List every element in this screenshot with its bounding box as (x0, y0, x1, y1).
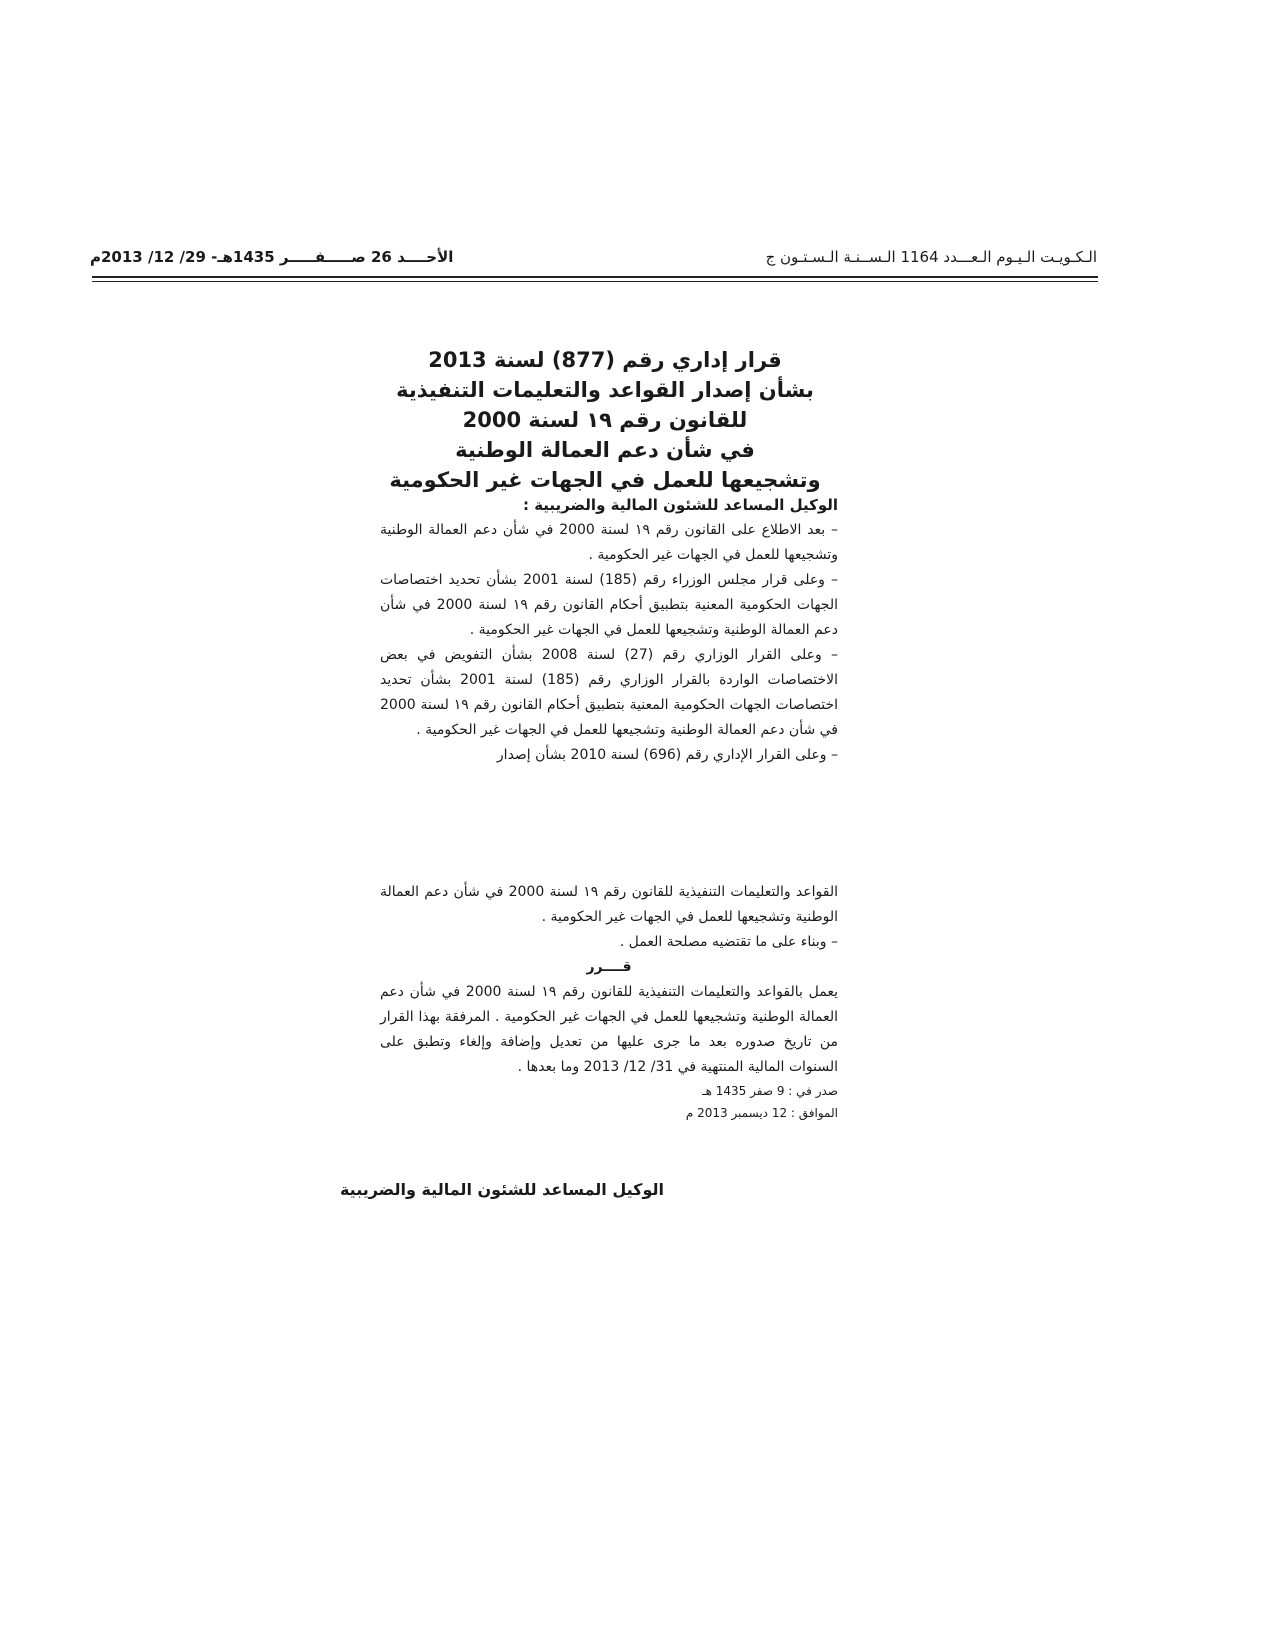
header-gazette: الـكـويـت الـيـوم الـعـــدد 1164 الـســنـة الـسـتـون ج (765, 248, 1097, 266)
issued-date: صدر في : 9 صفر 1435 هـ (702, 1084, 838, 1098)
decision-text: يعمل بالقواعد والتعليمات التنفيذية للقانون رقم ١٩ لسنة 2000 في شأن دعم العمالة الوطنية وتشجيعها للعمل في الجهات غير الحكومية . المرفقة بهذا القرار من تاريخ صدوره بعد ما جرى عليها من تعديل وإضافة وإلغاء وتطبق على السنوات المالية المنتهية في 31/ 12/ 2013 وما بعدها . (380, 984, 838, 1075)
preamble-column (380, 493, 838, 768)
recital-1: – بعد الاطلاع على القانون رقم ١٩ لسنة 2000 في شأن دعم العمالة الوطنية وتشجيعها للعمل في الجهات غير الحكومية . (380, 522, 839, 563)
title-line-5: وتشجيعها للعمل في الجهات غير الحكومية (389, 468, 821, 492)
recital-5: – وبناء على ما تقتضيه مصلحة العمل . (619, 934, 838, 950)
header-rule-bottom (92, 281, 1098, 282)
issuer-line: الوكيل المساعد للشئون المالية والضريبية : (522, 496, 838, 514)
decided-heading: قــــرر (586, 959, 632, 975)
decision-title (370, 345, 840, 495)
title-line-1: قرار إداري رقم (877) لسنة 2013 (428, 348, 782, 372)
recital-4-continued: القواعد والتعليمات التنفيذية للقانون رقم ١٩ لسنة 2000 في شأن دعم العمالة الوطنية وتشجيعها للعمل في الجهات غير الحكومية . (380, 884, 839, 925)
recital-4: – وعلى القرار الإداري رقم (696) لسنة 2010 بشأن إصدار (496, 747, 838, 763)
title-line-2: بشأن إصدار القواعد والتعليمات التنفيذية (396, 378, 814, 402)
signature-block: الوكيل المساعد للشئون المالية والضريبية (339, 1180, 664, 1199)
title-line-3: للقانون رقم ١٩ لسنة 2000 (462, 408, 748, 432)
title-line-4: في شأن دعم العمالة الوطنية (455, 438, 755, 462)
header-rule-top (92, 276, 1098, 278)
recital-2: – وعلى قرار مجلس الوزراء رقم (185) لسنة 2001 بشأن تحديد اختصاصات الجهات الحكومية المعنية بتطبيق أحكام القانون رقم ١٩ لسنة 2000 في شأن دعم العمالة الوطنية وتشجيعها للعمل في الجهات غير الحكومية . (380, 572, 839, 638)
decision-column (380, 880, 838, 1124)
corresponding-date: الموافق : 12 ديسمبر 2013 م (685, 1106, 838, 1120)
recital-3: – وعلى القرار الوزاري رقم (27) لسنة 2008 بشأن التفويض في بعض الاختصاصات الواردة بالقرار الوزاري رقم (185) لسنة 2001 بشأن تحديد اختصاصات الجهات الحكومية المعنية بتطبيق أحكام القانون رقم ١٩ لسنة 2000 في شأن دعم العمالة الوطنية وتشجيعها للعمل في الجهات غير الحكومية . (380, 647, 838, 738)
header-date: الأحــــد 26 صـــــفـــــر 1435هـ- 29/ 12/ 2013م (90, 248, 454, 266)
